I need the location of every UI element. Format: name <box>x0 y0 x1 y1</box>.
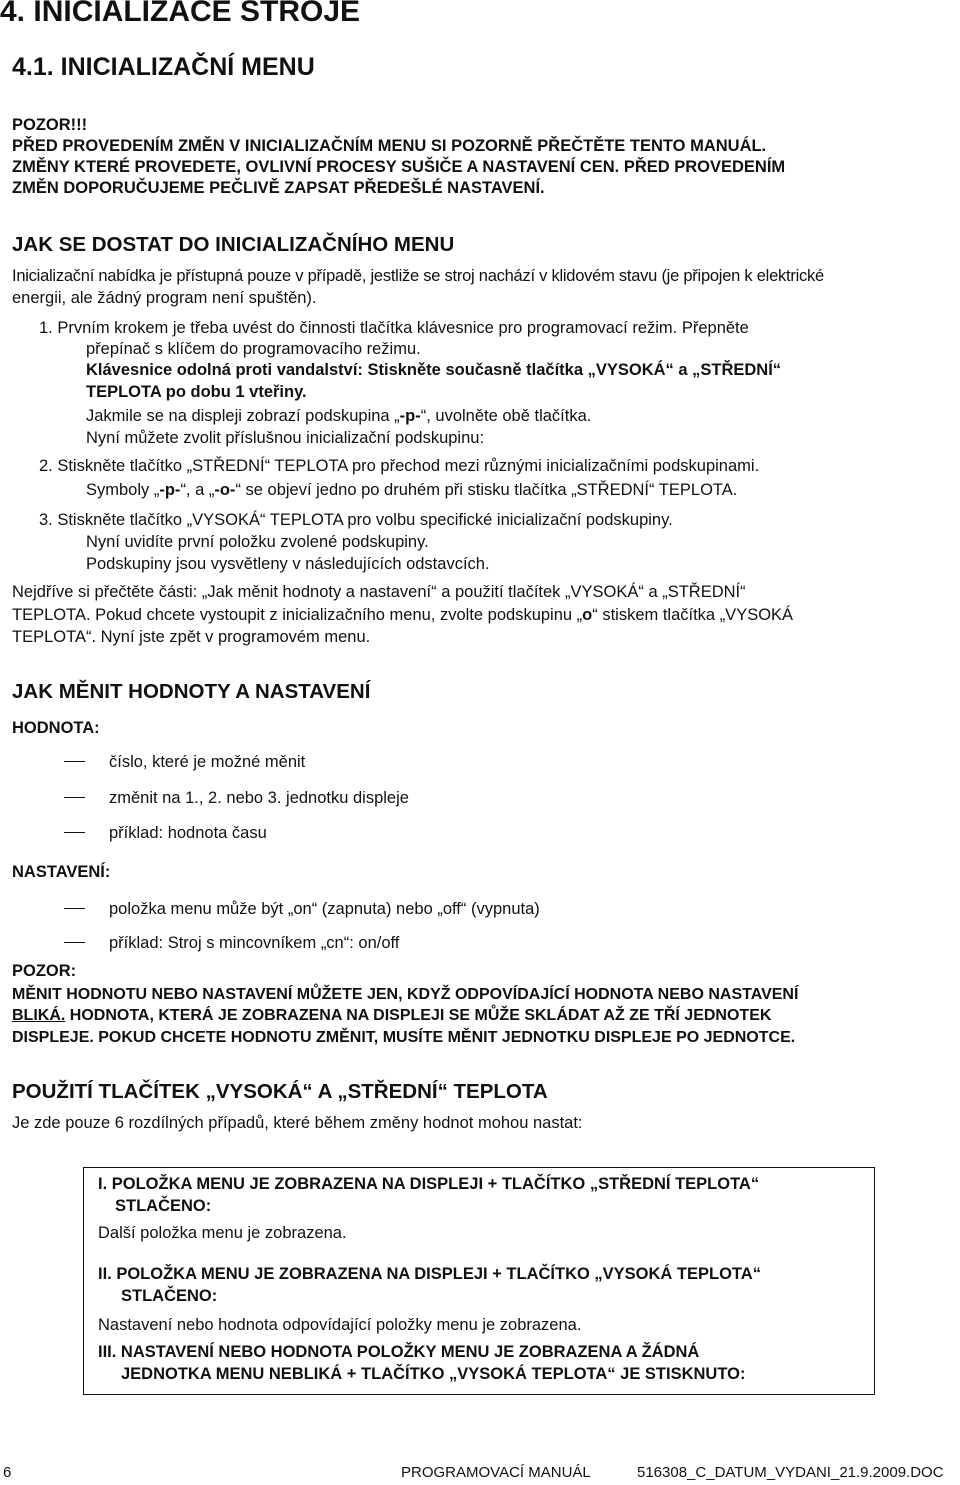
pozor-line: MĚNIT HODNOTU NEBO NASTAVENÍ MŮŽETE JEN, KDYŽ ODPOVÍDAJÍCÍ HODNOTA NEBO NASTAVENÍ <box>12 986 799 1003</box>
nastaveni-item: příklad: Stroj s mincovníkem „cn“: on/off <box>64 933 399 954</box>
case-description: Nastavení nebo hodnota odpovídající položky menu je zobrazena. <box>98 1316 582 1334</box>
step-1-bold-line: TEPLOTA po dobu 1 vteřiny. <box>86 383 307 401</box>
hodnota-item: příklad: hodnota času <box>64 823 267 844</box>
step-3-line: 3. Stiskněte tlačítko „VYSOKÁ“ TEPLOTA pro volbu specifické inicializační podskupiny. <box>39 511 673 529</box>
symbol-code: -p- <box>159 481 181 499</box>
case-description: Další položka menu je zobrazena. <box>98 1224 347 1242</box>
outro-line: TEPLOTA“. Nyní jste zpět v programovém menu. <box>12 628 371 646</box>
step-1-display-line: Jakmile se na displeji zobrazí podskupina „-p-“, uvolněte obě tlačítka. <box>86 407 592 425</box>
pozor-line: DISPLEJE. POKUD CHCETE HODNOTU ZMĚNIT, MUSÍTE MĚNIT JEDNOTKU DISPLEJE PO JEDNOTCE. <box>12 1029 796 1046</box>
warning-label: POZOR!!! <box>12 116 88 134</box>
case-title: JEDNOTKA MENU NEBLIKÁ + TLAČÍTKO „VYSOKÁ TEPLOTA“ JE STISKNUTO: <box>121 1365 746 1383</box>
pozor-line: BLIKÁ. HODNOTA, KTERÁ JE ZOBRAZENA NA DISPLEJI SE MŮŽE SKLÁDAT AŽ ZE TŘÍ JEDNOTEK <box>12 1007 772 1024</box>
case-title: I. POLOŽKA MENU JE ZOBRAZENA NA DISPLEJI + TLAČÍTKO „STŘEDNÍ TEPLOTA“ <box>98 1175 760 1193</box>
nastaveni-item: položka menu může být „on“ (zapnuta) nebo „off“ (vypnuta) <box>64 899 540 920</box>
warning-line: ZMĚNY KTERÉ PROVEDETE, OVLIVNÍ PROCESY SUŠIČE A NASTAVENÍ CEN. PŘED PROVEDENÍM <box>12 158 786 176</box>
step-1-choose: Nyní můžete zvolit příslušnou inicializační podskupinu: <box>86 429 485 447</box>
step-1-bold-line: Klávesnice odolná proti vandalství: Stiskněte současně tlačítka „VYSOKÁ“ a „STŘEDNÍ“ <box>86 361 782 379</box>
case-title: STLAČENO: <box>121 1287 218 1305</box>
nastaveni-label: NASTAVENÍ: <box>12 863 111 881</box>
section-heading: JAK SE DOSTAT DO INICIALIZAČNÍHO MENU <box>12 233 455 256</box>
case-title: III. NASTAVENÍ NEBO HODNOTA POLOŽKY MENU JE ZOBRAZENA A ŽÁDNÁ <box>98 1343 700 1361</box>
hodnota-label: HODNOTA: <box>12 719 100 737</box>
section-title: 4.1. INICIALIZAČNÍ MENU <box>12 53 315 81</box>
subgroup-code: o <box>582 606 593 624</box>
hodnota-item: změnit na 1., 2. nebo 3. jednotku displeje <box>64 788 409 809</box>
case-title: II. POLOŽKA MENU JE ZOBRAZENA NA DISPLEJI + TLAČÍTKO „VYSOKÁ TEPLOTA“ <box>98 1265 761 1283</box>
step-3-line: Nyní uvidíte první položku zvolené podskupiny. <box>86 533 429 551</box>
step-1-line: přepínač s klíčem do programovacího režimu. <box>86 340 421 358</box>
section-intro: Je zde pouze 6 rozdílných případů, které během změny hodnot mohou nastat: <box>12 1114 583 1132</box>
case-title: STLAČENO: <box>115 1197 212 1215</box>
hodnota-item: číslo, které je možné měnit <box>64 752 305 773</box>
warning-line: PŘED PROVEDENÍM ZMĚN V INICIALIZAČNÍM MENU SI POZORNĚ PŘEČTĚTE TENTO MANUÁL. <box>12 137 767 155</box>
intro-line: Inicializační nabídka je přístupná pouze v případě, jestliže se stroj nachází v klidovém stavu (je připojen k elektrické <box>12 267 824 285</box>
chapter-title: 4. INICIALIZACE STROJE <box>0 0 361 28</box>
pozor-label: POZOR: <box>12 962 77 980</box>
blika-underlined: BLIKÁ. <box>12 1007 66 1024</box>
step-2-symbols-line: Symboly „-p-“, a „-o-“ se objeví jedno po druhém při stisku tlačítka „STŘEDNÍ“ TEPLOTA. <box>86 481 738 499</box>
footer-doc: 516308_C_DATUM_VYDANI_21.9.2009.DOC <box>637 1464 944 1481</box>
step-1-line: 1. Prvním krokem je třeba uvést do činnosti tlačítka klávesnice pro programovací režim. Přepněte <box>39 319 749 337</box>
outro-line: Nejdříve si přečtěte části: „Jak měnit hodnoty a nastavení“ a použití tlačítek „VYSOKÁ“ a „STŘEDNÍ“ <box>12 583 746 601</box>
section-heading: POUŽITÍ TLAČÍTEK „VYSOKÁ“ A „STŘEDNÍ“ TEPLOTA <box>12 1080 548 1103</box>
step-3-line: Podskupiny jsou vysvětleny v následujících odstavcích. <box>86 555 490 573</box>
display-code: -p- <box>399 407 421 425</box>
warning-line: ZMĚN DOPORUČUJEME PEČLIVĚ ZAPSAT PŘEDEŠLÉ NASTAVENÍ. <box>12 179 545 197</box>
step-2-line: 2. Stiskněte tlačítko „STŘEDNÍ“ TEPLOTA pro přechod mezi různými inicializačními podskupinami. <box>39 457 760 475</box>
intro-line: energii, ale žádný program není spuštěn). <box>12 289 317 307</box>
page-number: 6 <box>3 1464 12 1481</box>
section-heading: JAK MĚNIT HODNOTY A NASTAVENÍ <box>12 680 371 703</box>
symbol-code: -o- <box>214 481 236 499</box>
footer-manual: PROGRAMOVACÍ MANUÁL <box>401 1464 591 1481</box>
outro-line: TEPLOTA. Pokud chcete vystoupit z inicializačního menu, zvolte podskupinu „o“ stiskem tlačítka „VYSOKÁ <box>12 606 794 624</box>
